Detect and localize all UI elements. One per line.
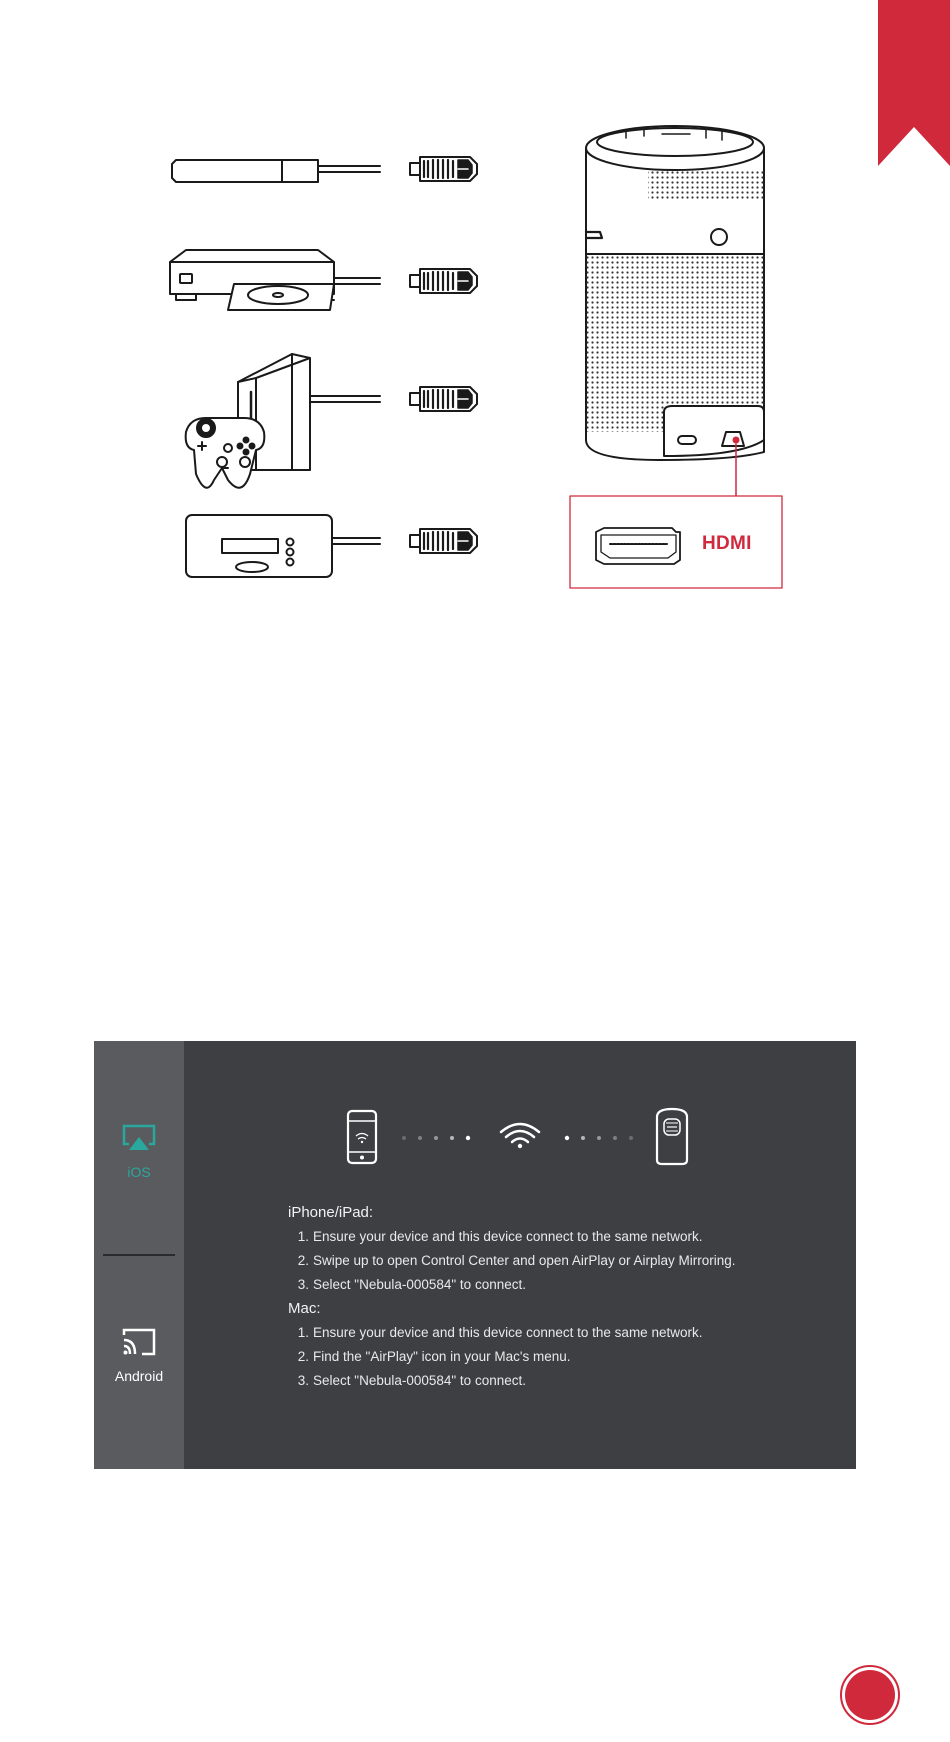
iphone-heading: iPhone/iPad:: [288, 1204, 374, 1221]
list-item: 1. Ensure your device and this device connect to the same network.: [297, 1325, 703, 1340]
game-controller-icon: [186, 408, 265, 488]
mac-steps: [288, 1321, 735, 1393]
game-console-icon: [238, 354, 380, 470]
cast-icon: [120, 1327, 158, 1357]
list-item: 2. Find the "AirPlay" icon in your Mac's menu.: [297, 1349, 571, 1364]
projector-icon: [657, 1109, 687, 1164]
instructions: [288, 1201, 735, 1393]
projector-icon: [586, 126, 764, 460]
list-item: 1. Ensure your device and this device connect to the same network.: [297, 1229, 703, 1244]
wifi-icon: [501, 1124, 539, 1148]
set-top-box-icon: [186, 515, 380, 577]
hdmi-label: HDMI: [702, 533, 752, 554]
screen-mirroring-screenshot: [94, 1041, 856, 1469]
page-badge: [839, 1664, 901, 1726]
hdmi-port-icon: [596, 528, 680, 564]
iphone-steps: [288, 1225, 735, 1297]
sidebar-item-android[interactable]: [94, 1327, 184, 1384]
hdmi-connection-illustration: [0, 0, 950, 600]
list-item: 3. Select "Nebula-000584" to connect.: [297, 1277, 526, 1292]
list-item: 3. Select "Nebula-000584" to connect.: [297, 1373, 526, 1388]
list-item: 2. Swipe up to open Control Center and open AirPlay or Airplay Mirroring.: [297, 1253, 736, 1268]
phone-icon: [348, 1111, 376, 1163]
dvd-player-icon: [170, 250, 380, 310]
sidebar-item-label: Android: [114, 1368, 164, 1384]
sidebar-item-label: iOS: [127, 1164, 151, 1180]
connection-dots-right: [565, 1136, 633, 1140]
mac-heading: Mac:: [288, 1300, 321, 1317]
connection-dots-left: [402, 1136, 470, 1140]
streaming-stick-icon: [172, 160, 380, 182]
connection-diagram: [94, 1041, 856, 1181]
sidebar-divider: [103, 1254, 175, 1256]
